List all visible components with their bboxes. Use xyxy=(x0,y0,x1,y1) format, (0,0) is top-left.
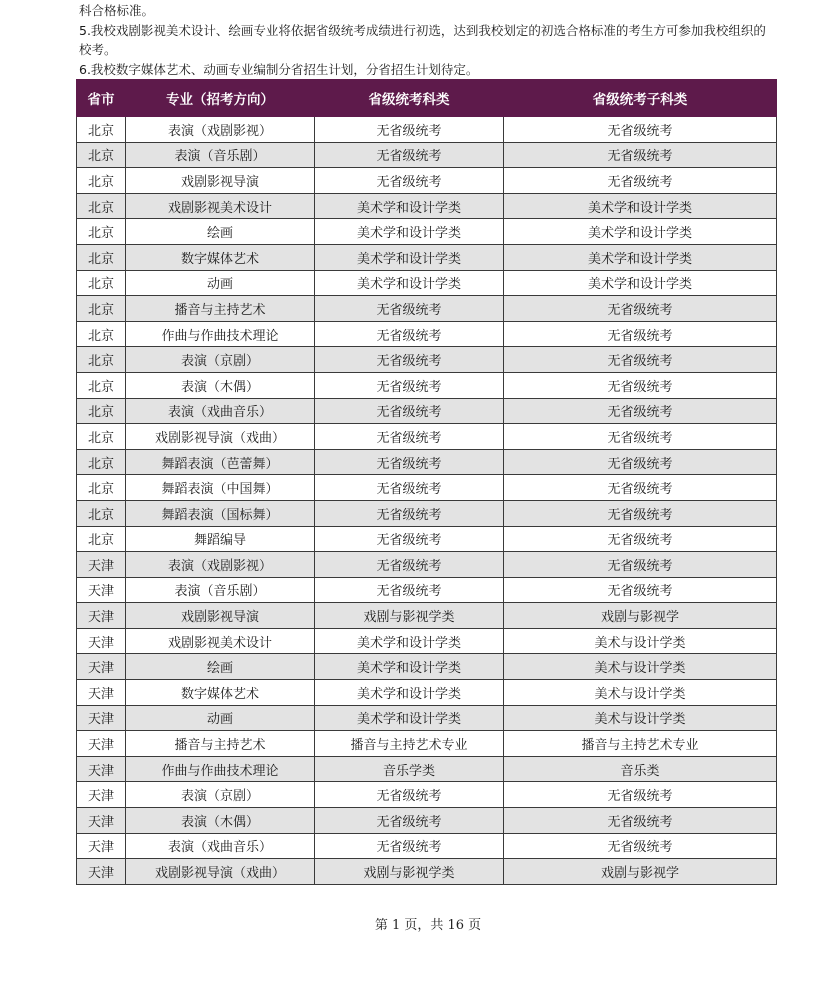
cell-exam-category: 戏剧与影视学类 xyxy=(315,859,504,885)
cell-province: 北京 xyxy=(77,142,126,168)
cell-province: 北京 xyxy=(77,296,126,322)
table-row xyxy=(77,731,777,757)
cell-exam-subcategory: 播音与主持艺术专业 xyxy=(504,731,777,757)
cell-exam-subcategory: 无省级统考 xyxy=(504,577,777,603)
table-row xyxy=(77,142,777,168)
cell-exam-category: 无省级统考 xyxy=(315,424,504,450)
table-row xyxy=(77,270,777,296)
cell-province: 北京 xyxy=(77,270,126,296)
cell-province: 北京 xyxy=(77,219,126,245)
table-row xyxy=(77,833,777,859)
cell-exam-category: 无省级统考 xyxy=(315,142,504,168)
table-row xyxy=(77,449,777,475)
cell-province: 天津 xyxy=(77,731,126,757)
cell-province: 北京 xyxy=(77,500,126,526)
cell-province: 北京 xyxy=(77,475,126,501)
cell-exam-category: 美术学和设计学类 xyxy=(315,219,504,245)
cell-exam-category: 无省级统考 xyxy=(315,577,504,603)
cell-major: 数字媒体艺术 xyxy=(126,680,315,706)
page-number: 第 1 页，共 16 页 xyxy=(374,918,482,933)
cell-exam-category: 无省级统考 xyxy=(315,372,504,398)
cell-major: 戏剧影视导演 xyxy=(126,168,315,194)
cell-exam-subcategory: 美术学和设计学类 xyxy=(504,193,777,219)
cell-province: 北京 xyxy=(77,117,126,143)
cell-exam-category: 无省级统考 xyxy=(315,168,504,194)
intro-line: 6.我校数字媒体艺术、动画专业编制分省招生计划，分省招生计划待定。 xyxy=(79,61,479,77)
cell-exam-category: 无省级统考 xyxy=(315,347,504,373)
cell-exam-subcategory: 无省级统考 xyxy=(504,424,777,450)
cell-exam-subcategory: 无省级统考 xyxy=(504,321,777,347)
intro-line: 科合格标准。 xyxy=(79,3,155,18)
cell-major: 表演（戏曲音乐） xyxy=(126,398,315,424)
cell-exam-subcategory: 美术与设计学类 xyxy=(504,705,777,731)
cell-major: 绘画 xyxy=(126,219,315,245)
cell-exam-category: 美术学和设计学类 xyxy=(315,680,504,706)
table-row xyxy=(77,117,777,143)
intro-line: 校考。 xyxy=(79,42,117,57)
cell-exam-category: 无省级统考 xyxy=(315,296,504,322)
cell-exam-subcategory: 美术与设计学类 xyxy=(504,680,777,706)
table-row xyxy=(77,347,777,373)
cell-exam-subcategory: 无省级统考 xyxy=(504,500,777,526)
cell-exam-subcategory: 无省级统考 xyxy=(504,347,777,373)
cell-province: 北京 xyxy=(77,424,126,450)
header-major: 专业（招考方向） xyxy=(126,80,315,117)
admission-table xyxy=(76,79,777,885)
cell-major: 舞蹈编导 xyxy=(126,526,315,552)
cell-major: 表演（京剧） xyxy=(126,347,315,373)
table-row xyxy=(77,654,777,680)
cell-province: 北京 xyxy=(77,244,126,270)
cell-exam-category: 无省级统考 xyxy=(315,500,504,526)
cell-major: 表演（戏剧影视） xyxy=(126,117,315,143)
table-row xyxy=(77,756,777,782)
table-row xyxy=(77,603,777,629)
cell-province: 北京 xyxy=(77,398,126,424)
cell-province: 天津 xyxy=(77,680,126,706)
cell-province: 天津 xyxy=(77,859,126,885)
cell-exam-subcategory: 美术学和设计学类 xyxy=(504,270,777,296)
table-row xyxy=(77,219,777,245)
cell-major: 作曲与作曲技术理论 xyxy=(126,321,315,347)
cell-exam-subcategory: 戏剧与影视学 xyxy=(504,859,777,885)
cell-exam-subcategory: 无省级统考 xyxy=(504,833,777,859)
table-row xyxy=(77,244,777,270)
cell-exam-subcategory: 无省级统考 xyxy=(504,526,777,552)
cell-exam-subcategory: 无省级统考 xyxy=(504,449,777,475)
cell-exam-category: 戏剧与影视学类 xyxy=(315,603,504,629)
cell-major: 表演（戏剧影视） xyxy=(126,552,315,578)
cell-exam-subcategory: 无省级统考 xyxy=(504,296,777,322)
intro-text xyxy=(79,1,779,79)
table-row xyxy=(77,628,777,654)
cell-major: 表演（音乐剧） xyxy=(126,142,315,168)
table-row xyxy=(77,500,777,526)
cell-major: 动画 xyxy=(126,270,315,296)
cell-major: 戏剧影视美术设计 xyxy=(126,628,315,654)
cell-exam-subcategory: 无省级统考 xyxy=(504,117,777,143)
cell-exam-category: 无省级统考 xyxy=(315,782,504,808)
cell-province: 天津 xyxy=(77,782,126,808)
cell-major: 戏剧影视美术设计 xyxy=(126,193,315,219)
cell-province: 北京 xyxy=(77,372,126,398)
cell-exam-category: 无省级统考 xyxy=(315,475,504,501)
table-row xyxy=(77,782,777,808)
table-row xyxy=(77,859,777,885)
cell-major: 表演（音乐剧） xyxy=(126,577,315,603)
cell-province: 天津 xyxy=(77,705,126,731)
cell-exam-category: 美术学和设计学类 xyxy=(315,628,504,654)
cell-province: 天津 xyxy=(77,833,126,859)
table-row xyxy=(77,193,777,219)
table-row xyxy=(77,372,777,398)
cell-major: 作曲与作曲技术理论 xyxy=(126,756,315,782)
cell-province: 北京 xyxy=(77,168,126,194)
cell-province: 北京 xyxy=(77,526,126,552)
cell-exam-category: 无省级统考 xyxy=(315,117,504,143)
cell-exam-category: 音乐学类 xyxy=(315,756,504,782)
header-province: 省市 xyxy=(77,80,126,117)
cell-major: 戏剧影视导演（戏曲） xyxy=(126,424,315,450)
table-header xyxy=(77,80,777,117)
cell-province: 天津 xyxy=(77,654,126,680)
cell-province: 天津 xyxy=(77,756,126,782)
cell-exam-subcategory: 无省级统考 xyxy=(504,808,777,834)
cell-exam-category: 无省级统考 xyxy=(315,833,504,859)
cell-exam-category: 无省级统考 xyxy=(315,552,504,578)
table-row xyxy=(77,552,777,578)
table-row xyxy=(77,475,777,501)
header-row xyxy=(77,80,777,117)
cell-province: 天津 xyxy=(77,552,126,578)
table-row xyxy=(77,705,777,731)
cell-province: 北京 xyxy=(77,347,126,373)
cell-exam-category: 无省级统考 xyxy=(315,526,504,552)
table-row xyxy=(77,808,777,834)
table-row xyxy=(77,168,777,194)
cell-exam-category: 美术学和设计学类 xyxy=(315,654,504,680)
cell-exam-category: 美术学和设计学类 xyxy=(315,705,504,731)
cell-exam-subcategory: 无省级统考 xyxy=(504,475,777,501)
cell-exam-subcategory: 无省级统考 xyxy=(504,372,777,398)
cell-exam-category: 美术学和设计学类 xyxy=(315,193,504,219)
cell-exam-category: 无省级统考 xyxy=(315,808,504,834)
cell-province: 天津 xyxy=(77,628,126,654)
cell-exam-subcategory: 美术与设计学类 xyxy=(504,654,777,680)
cell-exam-subcategory: 无省级统考 xyxy=(504,168,777,194)
cell-exam-subcategory: 美术学和设计学类 xyxy=(504,219,777,245)
cell-exam-subcategory: 戏剧与影视学 xyxy=(504,603,777,629)
cell-province: 天津 xyxy=(77,603,126,629)
cell-exam-category: 美术学和设计学类 xyxy=(315,244,504,270)
cell-major: 数字媒体艺术 xyxy=(126,244,315,270)
cell-major: 播音与主持艺术 xyxy=(126,296,315,322)
cell-major: 舞蹈表演（中国舞） xyxy=(126,475,315,501)
cell-exam-category: 美术学和设计学类 xyxy=(315,270,504,296)
cell-major: 表演（京剧） xyxy=(126,782,315,808)
cell-province: 北京 xyxy=(77,449,126,475)
cell-exam-category: 无省级统考 xyxy=(315,398,504,424)
cell-province: 北京 xyxy=(77,193,126,219)
cell-major: 戏剧影视导演 xyxy=(126,603,315,629)
cell-exam-subcategory: 无省级统考 xyxy=(504,552,777,578)
cell-exam-subcategory: 音乐类 xyxy=(504,756,777,782)
table-row xyxy=(77,398,777,424)
cell-major: 表演（木偶） xyxy=(126,808,315,834)
cell-exam-category: 无省级统考 xyxy=(315,321,504,347)
intro-line: 5.我校戏剧影视美术设计、绘画专业将依据省级统考成绩进行初选，达到我校划定的初选合格标准的考生方可参加我校组织的 xyxy=(79,22,766,38)
cell-exam-subcategory: 无省级统考 xyxy=(504,782,777,808)
cell-major: 绘画 xyxy=(126,654,315,680)
header-exam-category: 省级统考科类 xyxy=(315,80,504,117)
cell-province: 天津 xyxy=(77,577,126,603)
cell-exam-category: 无省级统考 xyxy=(315,449,504,475)
table-row xyxy=(77,321,777,347)
cell-major: 表演（戏曲音乐） xyxy=(126,833,315,859)
cell-exam-category: 播音与主持艺术专业 xyxy=(315,731,504,757)
cell-exam-subcategory: 无省级统考 xyxy=(504,398,777,424)
cell-province: 天津 xyxy=(77,808,126,834)
cell-major: 戏剧影视导演（戏曲） xyxy=(126,859,315,885)
cell-major: 舞蹈表演（国标舞） xyxy=(126,500,315,526)
table-body xyxy=(77,117,777,885)
cell-exam-subcategory: 美术与设计学类 xyxy=(504,628,777,654)
table-row xyxy=(77,296,777,322)
cell-major: 动画 xyxy=(126,705,315,731)
cell-major: 表演（木偶） xyxy=(126,372,315,398)
table-row xyxy=(77,424,777,450)
table-row xyxy=(77,577,777,603)
table-row xyxy=(77,680,777,706)
table-row xyxy=(77,526,777,552)
cell-exam-subcategory: 美术学和设计学类 xyxy=(504,244,777,270)
cell-province: 北京 xyxy=(77,321,126,347)
header-exam-subcategory: 省级统考子科类 xyxy=(504,80,777,117)
cell-major: 舞蹈表演（芭蕾舞） xyxy=(126,449,315,475)
cell-major: 播音与主持艺术 xyxy=(126,731,315,757)
cell-exam-subcategory: 无省级统考 xyxy=(504,142,777,168)
